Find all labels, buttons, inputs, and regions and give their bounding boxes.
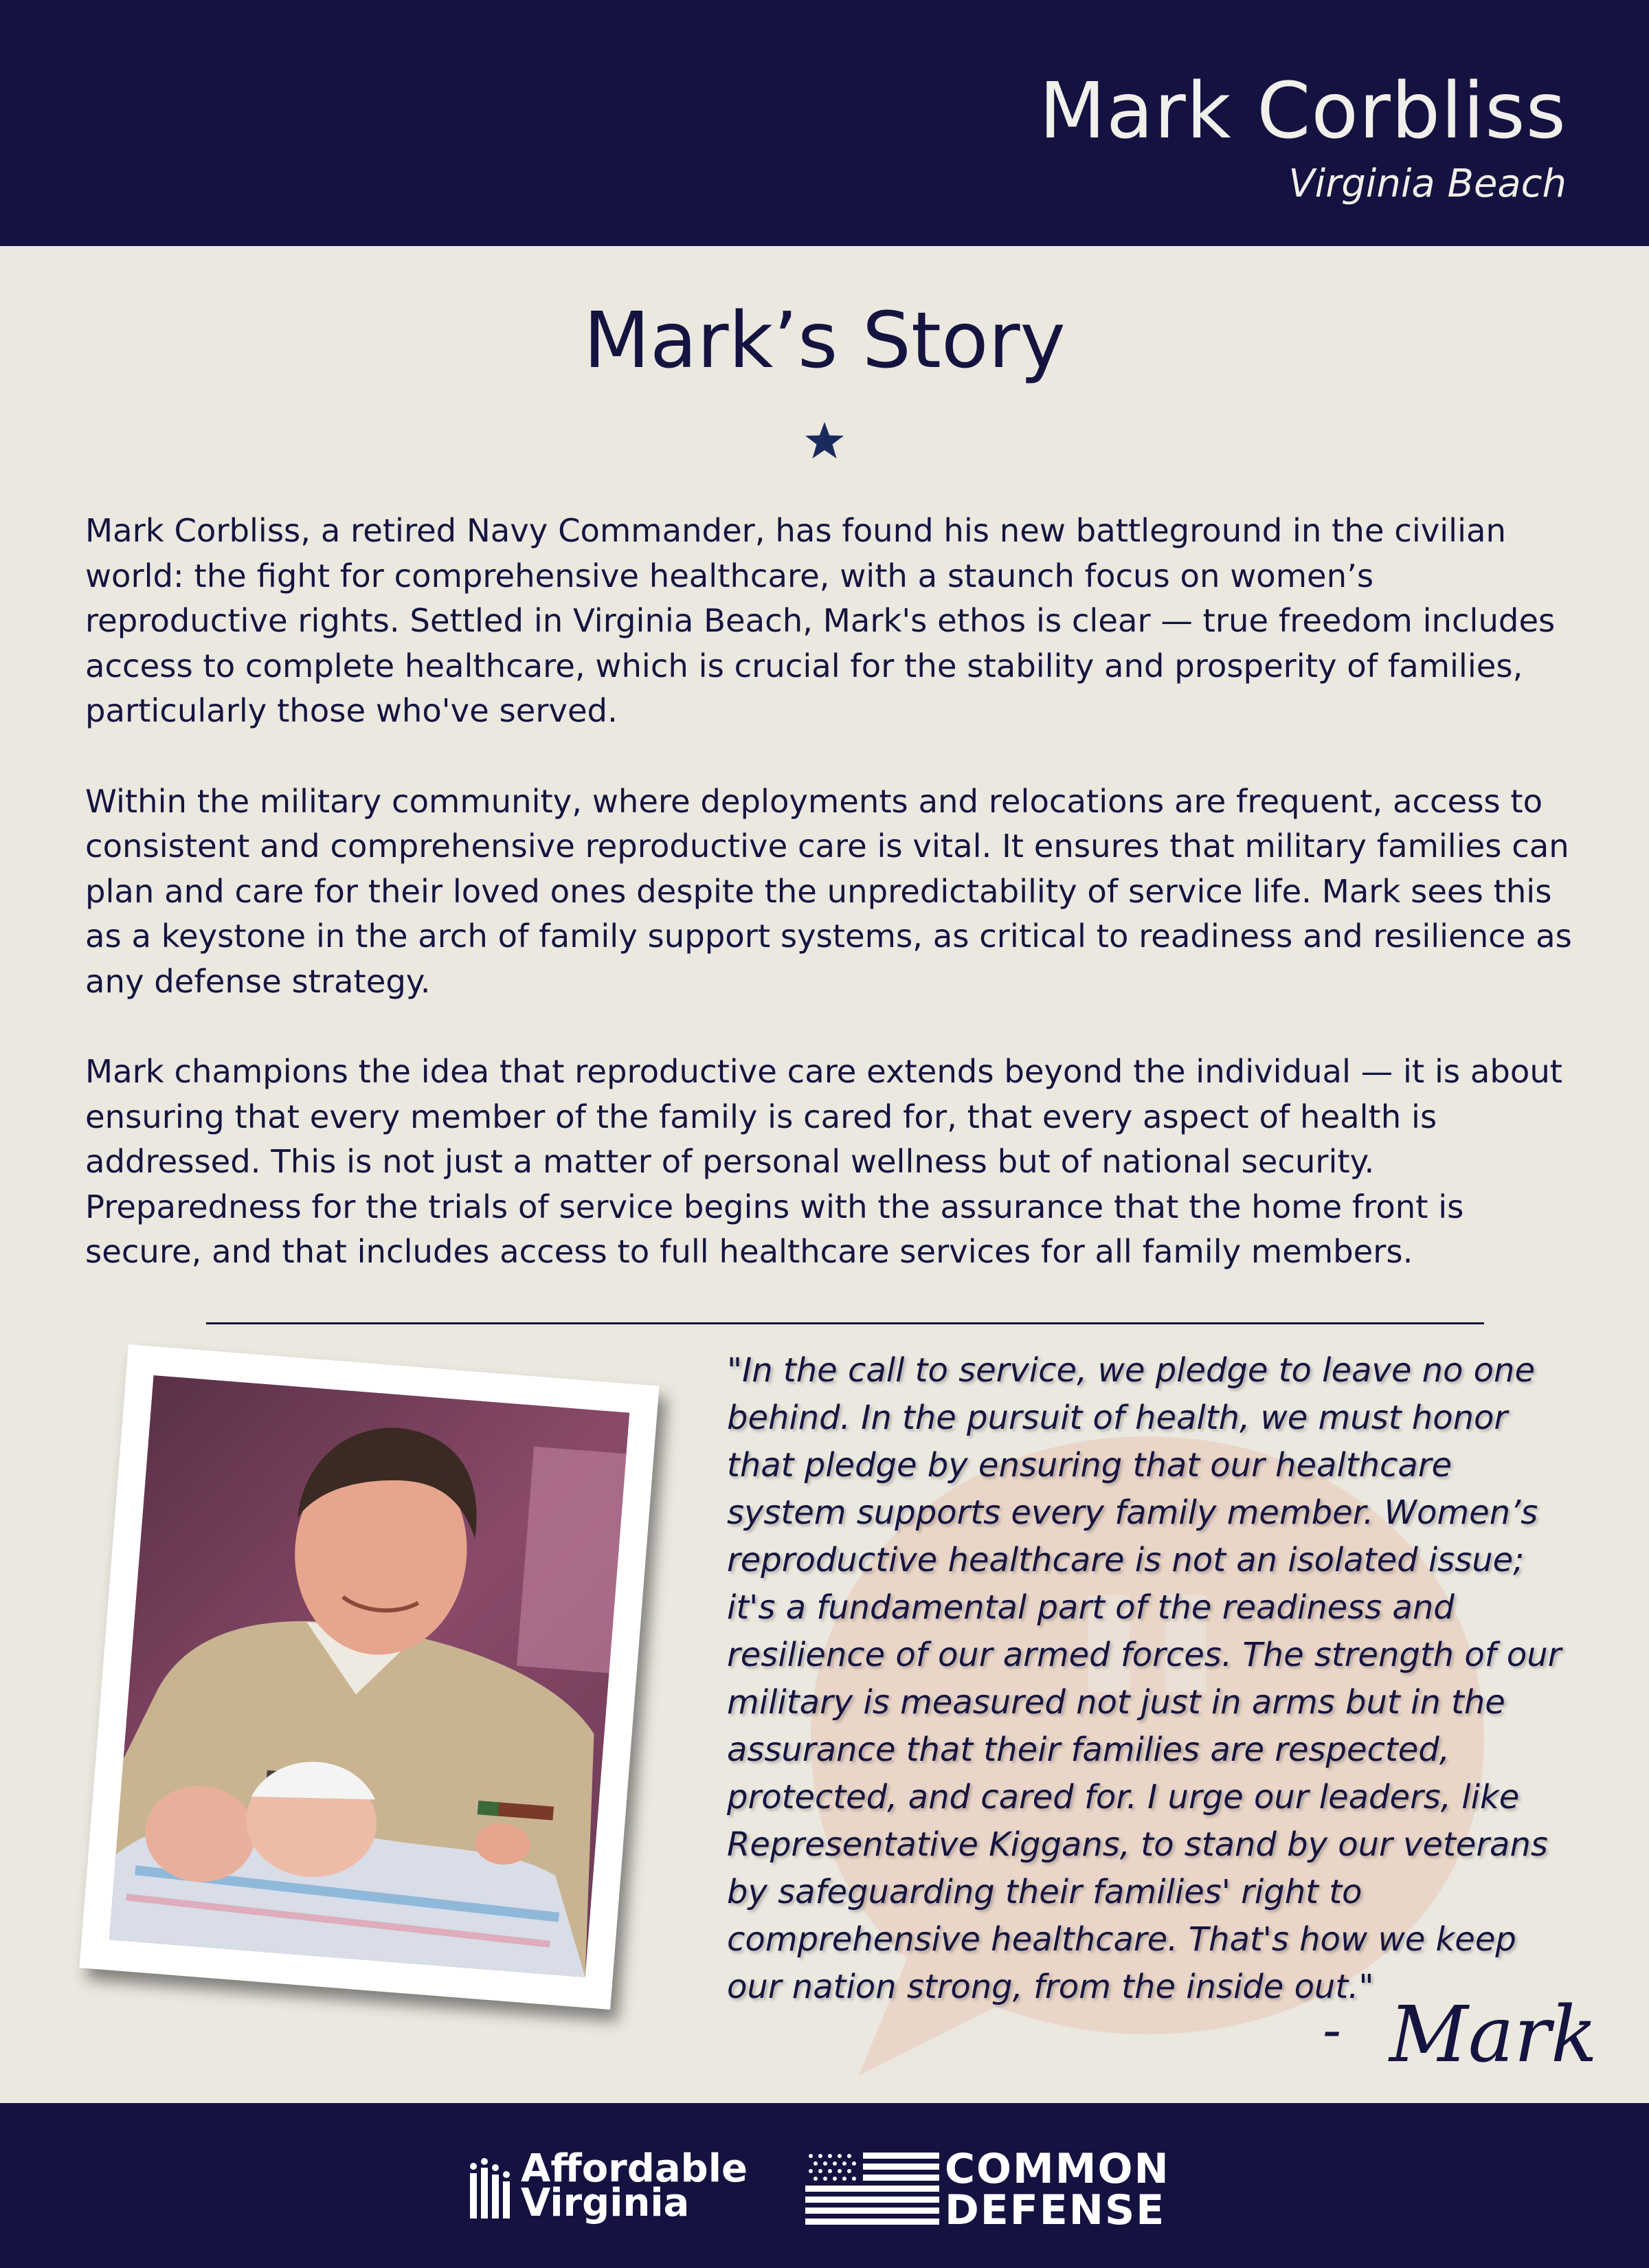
story-paragraph-3: Mark champions the idea that reproductive care extends beyond the individual — it is about ensuring that every member of the family is cared for, that every aspect of health is addressed. This is not just a matter of personal wellness but of national security. Preparedness for the trials of service begins with the assurance that the home front is secure, and that includes access to full healthcare services for all family members. [85, 1053, 1563, 1270]
header-location: Virginia Beach [1288, 162, 1567, 206]
signature-name: Mark [1389, 1990, 1597, 2080]
story-paragraph-1: Mark Corbliss, a retired Navy Commander, has found his new battleground in the civilian world: the fight for comprehensive healthcare, with a staunch focus on women’s reproductive rights. Settled in Virginia Beach, Mark's ethos is clear — true freedom includes access to complete healthcare, which is crucial for the stability and prosperity of families, particularly those who've served. [85, 512, 1556, 729]
header-name: Mark Corbliss [1039, 67, 1567, 156]
common-defense-line1: COMMON [945, 2145, 1170, 2193]
affordable-virginia-line2: Virginia [521, 2181, 690, 2225]
photo-image [109, 1375, 630, 1977]
story-title: Mark’s Story [583, 296, 1066, 386]
story-body [85, 509, 1578, 1320]
svg-text:": " [1054, 1520, 1241, 1940]
common-defense-logo [805, 2145, 1176, 2234]
signature [1323, 1990, 1597, 2093]
star-icon [804, 421, 845, 462]
quote-text: "In the call to service, we pledge to leave no one behind. In the pursuit of health, we must honor that pledge by ensuring that our healthcare system supports every family member. Women’s reproductive healthcare is not an isolated issue; it's a fundamental part of the readiness and resilience of our armed forces. The strength of our military is measured not just in arms but in the assurance that their families are respected, protected, and cared for. I urge our leaders, like Representative Kiggans, to stand by our veterans by safeguarding their families' right to comprehensive healthcare. That's how we keep our nation strong, from the inside out." [727, 1351, 1562, 2006]
signature-dash: - [1323, 1998, 1342, 2062]
section-divider [206, 1322, 1484, 1324]
family-photo [79, 1344, 659, 2010]
page-header [0, 0, 1649, 246]
affordable-virginia-bars-icon [469, 2158, 517, 2220]
affordable-virginia-line1: Affordable [521, 2146, 748, 2191]
common-defense-line2: DEFENSE [945, 2186, 1166, 2234]
flag-icon [805, 2151, 939, 2227]
affordable-virginia-logo [469, 2146, 757, 2225]
story-paragraph-2: Within the military community, where deployments and relocations are frequent, access to consistent and comprehensive reproductive care is vital. It ensures that military families can plan and care for their loved ones despite the unpredictability of service life. Mark sees this as a keystone in the arch of family support systems, as critical to readiness and resilience as any defense strategy. [85, 782, 1572, 1000]
